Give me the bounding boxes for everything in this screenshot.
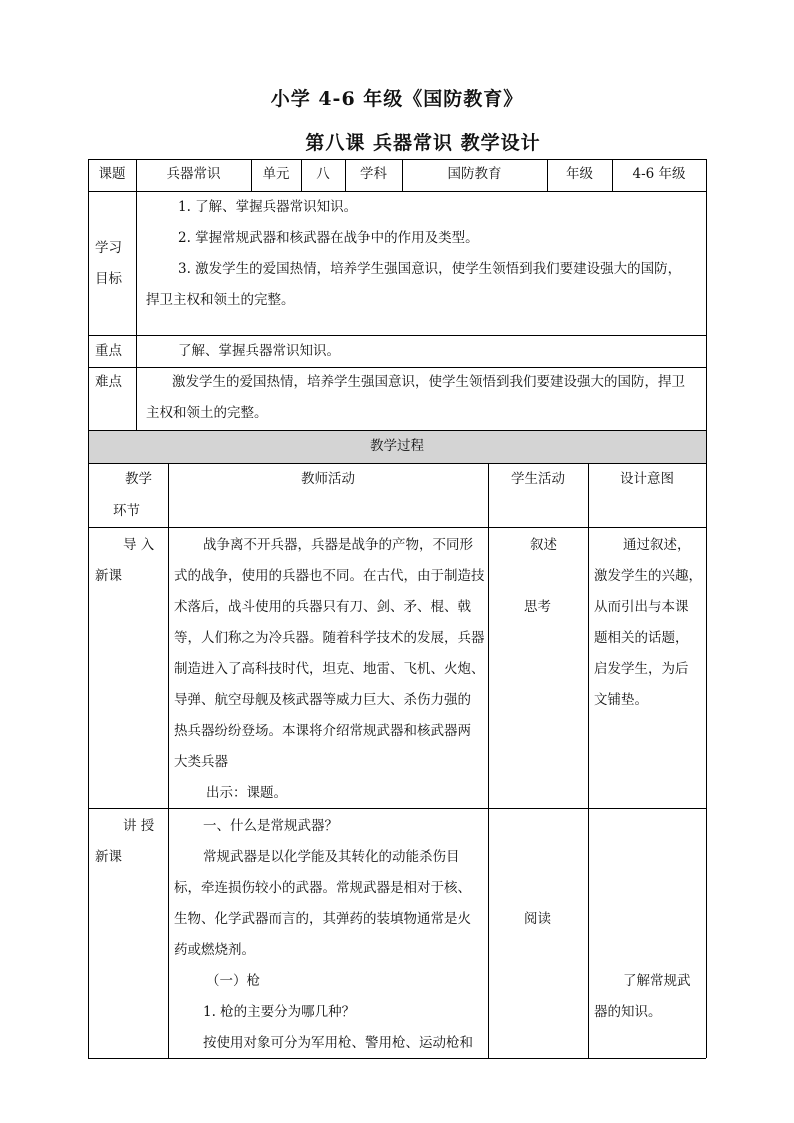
intro-stage: 导 入: [123, 537, 155, 553]
lecture-intent-line: 器的知识。: [594, 1004, 662, 1020]
lecture-teacher-line: 1. 枪的主要分为哪几种？: [203, 1004, 356, 1020]
key-point-text: 了解、掌握兵器常识知识。: [178, 343, 340, 359]
lecture-stage: 新课: [95, 849, 122, 865]
lesson-title: [0, 128, 794, 155]
col-intent-header: 设计意图: [620, 471, 674, 487]
process-header: 教学过程: [370, 438, 424, 454]
grade-label: 年级: [566, 166, 593, 182]
difficulty-text: 激发学生的爱国热情，培养学生强国意识，使学生领悟到我们要建设强大的国防，捍卫: [172, 374, 685, 390]
lesson-kind: 教学设计: [460, 132, 541, 154]
intro-teacher-line: 等，人们称之为冷兵器。随着科学技术的发展，兵器: [174, 630, 485, 646]
lecture-student-text: 阅读: [524, 911, 551, 927]
intro-stage: 新课: [95, 568, 122, 584]
intro-intent-line: 题相关的话题，: [594, 630, 689, 646]
table-rule: [488, 463, 489, 1058]
document-title: 小学 4-6 年级《国防教育》: [270, 88, 524, 110]
table-border-right: [706, 159, 707, 1058]
lecture-teacher-line: （一）枪: [206, 973, 260, 989]
subject-label: 学科: [360, 166, 387, 182]
intro-intent-line: 激发学生的兴趣，: [594, 568, 702, 584]
intro-teacher-line: 术落后，战斗使用的兵器只有刀、剑、矛、棍、戟: [174, 599, 471, 615]
lecture-teacher-line: 生物、化学武器而言的，其弹药的装填物通常是火: [174, 911, 471, 927]
objective-item: 捍卫主权和领土的完整。: [146, 292, 295, 308]
intro-teacher-line: 大类兵器: [174, 754, 228, 770]
intro-student-line: 叙述: [530, 537, 557, 553]
intro-intent-line: 启发学生，为后: [594, 661, 689, 677]
col-student-header: 学生活动: [511, 471, 565, 487]
lecture-intent-line: 了解常规武: [623, 973, 691, 989]
intro-teacher-line: 制造进入了高科技时代，坦克、地雷、飞机、火炮、: [174, 661, 485, 677]
difficulty-label: 难点: [95, 374, 122, 390]
lecture-teacher-line: 药或燃烧剂。: [174, 942, 255, 958]
lecture-teacher-line: 常规武器是以化学能及其转化的动能杀伤目: [203, 849, 460, 865]
intro-intent-line: 文铺垫。: [594, 692, 648, 708]
table-rule: [168, 463, 169, 1058]
grade-value: 4-6 年级: [632, 166, 686, 182]
key-point-label: 重点: [95, 343, 122, 359]
intro-intent-line: 从而引出与本课: [594, 599, 689, 615]
table-rule: [88, 808, 706, 809]
intro-teacher-line: 导弹、航空母舰及核武器等威力巨大、杀伤力强的: [174, 692, 471, 708]
col-teacher-header: 教师活动: [301, 471, 355, 487]
col-stage-header: 教学: [125, 471, 152, 487]
objectives-label: 学习: [95, 240, 122, 256]
intro-teacher-line: 热兵器纷纷登场。本课将介绍常规武器和核武器两: [174, 723, 471, 739]
topic-label: 课题: [98, 166, 126, 182]
intro-student-line: 思考: [524, 599, 551, 615]
intro-teacher-line: 战争离不开兵器，兵器是战争的产物，不同形: [203, 537, 473, 553]
objective-item: 1. 了解、掌握兵器常识知识。: [178, 199, 358, 215]
lecture-stage: 讲 授: [123, 818, 155, 834]
objectives-label: 目标: [95, 271, 122, 287]
intro-teacher-line: 出示：课题。: [206, 785, 287, 801]
lecture-teacher-line: 一、什么是常规武器？: [203, 818, 338, 834]
objective-item: 3. 激发学生的爱国热情，培养学生强国意识，使学生领悟到我们要建设强大的国防，: [178, 261, 682, 277]
intro-teacher-line: 式的战争，使用的兵器也不同。在古代，由于制造技: [174, 568, 485, 584]
table-rule: [88, 527, 706, 528]
lesson-topic: 兵器常识: [372, 132, 453, 154]
lesson-number: 第八课: [305, 132, 366, 154]
table-rule: [136, 159, 137, 430]
unit-value: 八: [316, 166, 330, 182]
col-stage-header: 环节: [113, 503, 140, 519]
objective-item: 2. 掌握常规武器和核武器在战争中的作用及类型。: [178, 230, 479, 246]
table-border-left: [88, 159, 89, 1058]
unit-label: 单元: [262, 166, 290, 182]
table-rule: [588, 463, 589, 1058]
intro-intent-line: 通过叙述，: [623, 537, 691, 553]
topic-value: 兵器常识: [166, 166, 221, 182]
subject-value: 国防教育: [447, 166, 502, 182]
difficulty-text: 主权和领土的完整。: [146, 405, 268, 421]
lecture-teacher-line: 标，牵连损伤较小的武器。常规武器是相对于核、: [174, 880, 471, 896]
lecture-teacher-line: 按使用对象可分为军用枪、警用枪、运动枪和: [203, 1035, 473, 1051]
